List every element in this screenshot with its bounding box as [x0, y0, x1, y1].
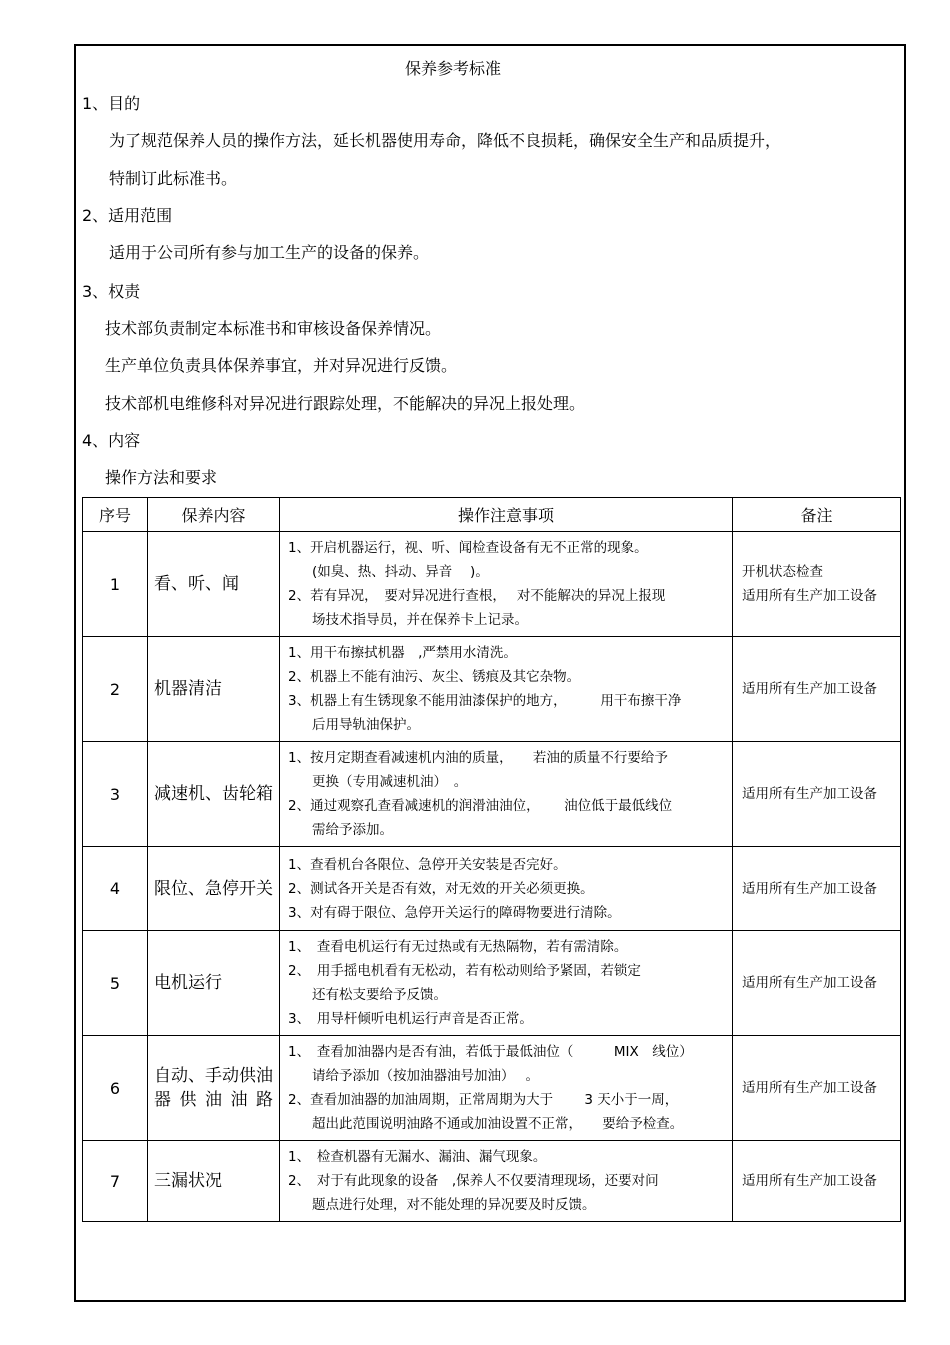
row-notes: [280, 1036, 733, 1141]
note-line: 1、开启机器运行，视、听、闻检查设备有无不正常的现象。: [288, 540, 648, 556]
table-row: [83, 532, 901, 637]
row-notes: [280, 847, 733, 931]
row-no: 7: [83, 1141, 148, 1222]
duty-text-line2: 生产单位负责具体保养事宜，并对异况进行反馈。: [105, 356, 458, 375]
note-line: 1、用干布擦拭机器 ,严禁用水清洗。: [288, 645, 517, 661]
row-no: 1: [83, 532, 148, 637]
table-row: [83, 637, 901, 742]
note-line: 题点进行处理，对不能处理的异况要及时反馈。: [312, 1197, 596, 1213]
note-line: 2、机器上不能有油污、灰尘、锈痕及其它杂物。: [288, 669, 581, 685]
row-remark: [733, 532, 901, 637]
table-row: [83, 1141, 901, 1222]
note-line: 2、测试各开关是否有效，对无效的开关必须更换。: [288, 880, 594, 897]
row-item: 限位、急停开关: [148, 847, 280, 931]
table-row: [83, 931, 901, 1036]
row-item: 看、听、闻: [148, 532, 280, 637]
row-no: 6: [83, 1036, 148, 1141]
note-line: 请给予添加（按加油器油号加油） 。: [312, 1068, 540, 1084]
row-remark: 适用所有生产加工设备: [733, 931, 901, 1036]
header-no: 序号: [83, 498, 148, 532]
table-row: [83, 847, 901, 931]
purpose-heading: 1、目的: [82, 94, 141, 113]
row-notes: [280, 637, 733, 742]
note-line: 2、查看加油器的加油周期，正常周期为大于 3 天小于一周，: [288, 1092, 679, 1108]
table-row: [83, 742, 901, 847]
note-line: 2、若有异况， 要对异况进行查根， 对不能解决的异况上报现: [288, 588, 666, 604]
row-notes: [280, 532, 733, 637]
duty-text-line1: 技术部负责制定本标准书和审核设备保养情况。: [105, 319, 442, 338]
note-line: 2、 对于有此现象的设备 ,保养人不仅要清理现场，还要对问: [288, 1173, 659, 1189]
note-line: 还有松支要给予反馈。: [312, 987, 447, 1003]
duty-heading: 3、权责: [82, 282, 141, 301]
content-heading: 4、内容: [82, 431, 141, 450]
scope-heading: 2、适用范围: [82, 206, 173, 225]
row-remark: 适用所有生产加工设备: [733, 1141, 901, 1222]
row-no: 4: [83, 847, 148, 931]
row-no: 5: [83, 931, 148, 1036]
header-remark: 备注: [733, 498, 901, 532]
row-remark: 适用所有生产加工设备: [733, 1036, 901, 1141]
note-line: 更换（专用减速机油） 。: [312, 774, 468, 790]
row-remark: 适用所有生产加工设备: [733, 637, 901, 742]
note-line: (如臭、热、抖动、异音 )。: [312, 564, 489, 580]
row-notes: [280, 742, 733, 847]
row-notes: [280, 931, 733, 1036]
row-no: 2: [83, 637, 148, 742]
row-item: 自动、手动供油器供油油路: [148, 1036, 280, 1141]
row-item: 机器清洁: [148, 637, 280, 742]
note-line: 超出此范围说明油路不通或加油设置不正常， 要给予检查。: [312, 1116, 684, 1132]
note-line: 1、按月定期查看减速机内油的质量， 若油的质量不行要给予: [288, 750, 668, 766]
row-item: 电机运行: [148, 931, 280, 1036]
row-item: 减速机、齿轮箱: [148, 742, 280, 847]
row-remark: 适用所有生产加工设备: [733, 847, 901, 931]
note-line: 3、 用导杆倾听电机运行声音是否正常。: [288, 1011, 533, 1027]
note-line: 1、查看机台各限位、急停开关安装是否完好。: [288, 856, 567, 873]
table-row: [83, 1036, 901, 1141]
row-item: 三漏状况: [148, 1141, 280, 1222]
row-no: 3: [83, 742, 148, 847]
method-heading: 操作方法和要求: [105, 468, 218, 487]
maintenance-standard-table: [82, 497, 901, 1222]
note-line: 场技术指导员，并在保养卡上记录。: [312, 612, 528, 628]
header-item: 保养内容: [148, 498, 280, 532]
remark-line: 开机状态检查: [742, 564, 823, 580]
note-line: 需给予添加。: [312, 822, 393, 838]
scope-text: 适用于公司所有参与加工生产的设备的保养。: [109, 243, 430, 262]
note-line: 2、 用手摇电机看有无松动，若有松动则给予紧固，若锁定: [288, 963, 641, 979]
table-header-row: [83, 498, 901, 532]
note-line: 1、 查看加油器内是否有油，若低于最低油位（ MIX 线位）: [288, 1044, 693, 1060]
note-line: 1、 检查机器有无漏水、漏油、漏气现象。: [288, 1149, 547, 1165]
remark-line: 适用所有生产加工设备: [742, 588, 877, 604]
note-line: 3、对有碍于限位、急停开关运行的障碍物要进行清除。: [288, 904, 621, 921]
purpose-text-line1: 为了规范保养人员的操作方法，延长机器使用寿命，降低不良损耗，确保安全生产和品质提升，: [109, 131, 782, 150]
row-notes: [280, 1141, 733, 1222]
purpose-text-line2: 特制订此标准书。: [109, 169, 238, 188]
document-title: 保养参考标准: [404, 59, 501, 78]
note-line: 后用导轨油保护。: [312, 717, 420, 733]
header-notes: 操作注意事项: [280, 498, 733, 532]
row-remark: 适用所有生产加工设备: [733, 742, 901, 847]
note-line: 1、 查看电机运行有无过热或有无热隔物，若有需清除。: [288, 939, 628, 955]
note-line: 3、机器上有生锈现象不能用油漆保护的地方， 用干布擦干净: [288, 693, 682, 709]
duty-text-line3: 技术部机电维修科对异况进行跟踪处理，不能解决的异况上报处理。: [105, 394, 586, 413]
note-line: 2、通过观察孔查看减速机的润滑油油位， 油位低于最低线位: [288, 798, 673, 814]
